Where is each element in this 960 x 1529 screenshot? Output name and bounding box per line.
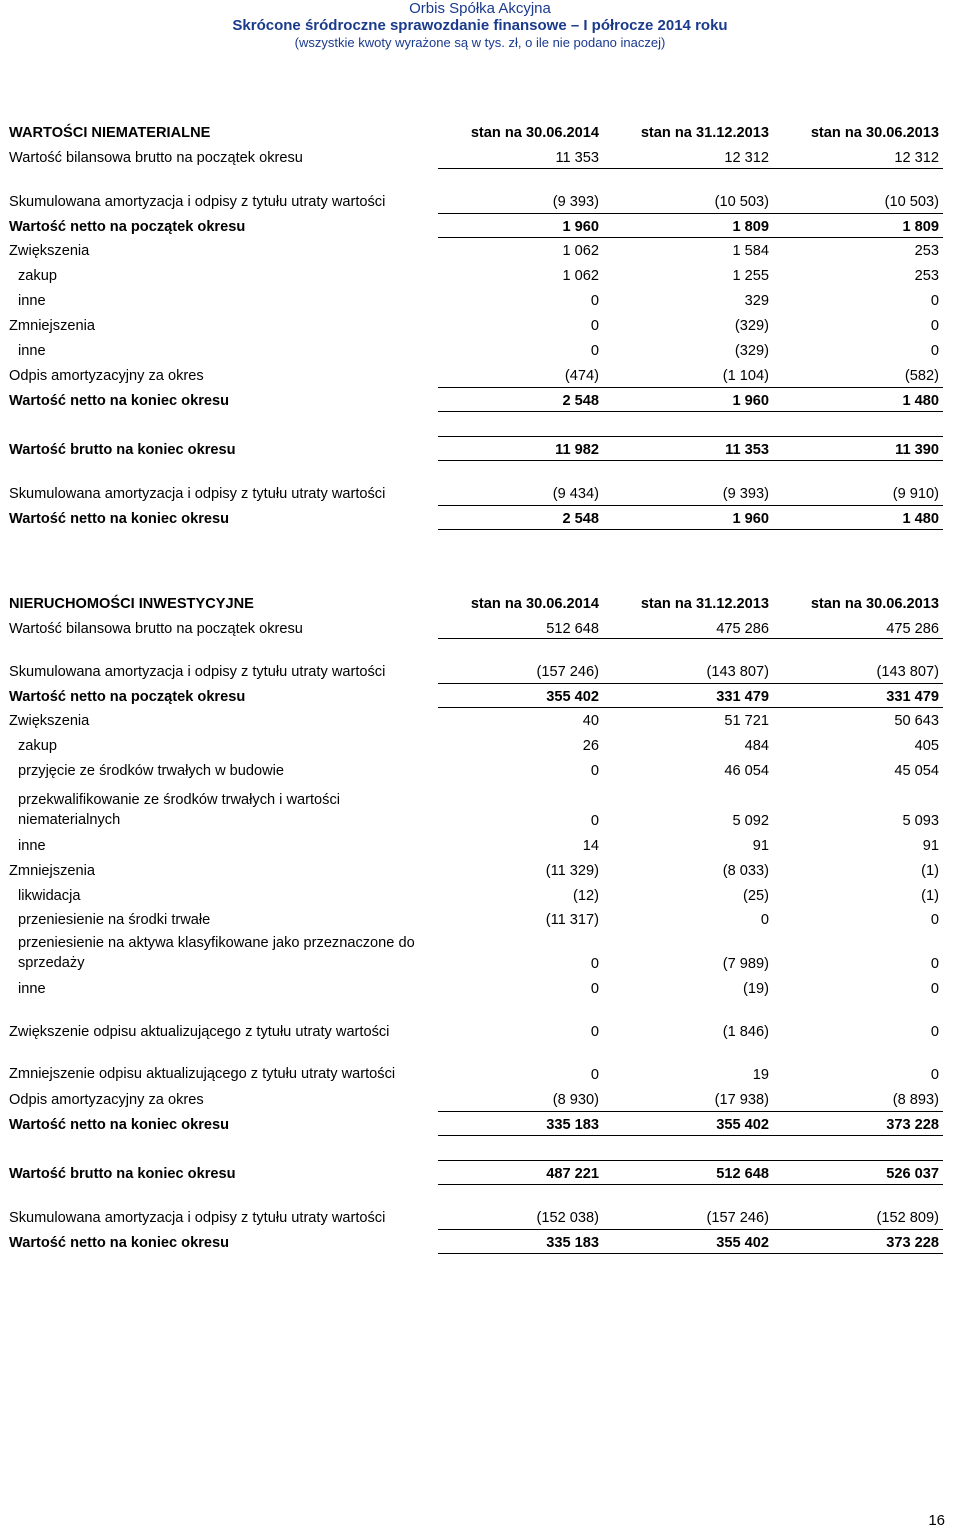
- row-label: inne: [18, 981, 46, 997]
- value-cell: 0: [590, 1067, 599, 1083]
- row-label: Wartość bilansowa brutto na początek okresu: [9, 621, 303, 637]
- table-row: [0, 290, 960, 310]
- row-label: Skumulowana amortyzacja i odpisy z tytułu utraty wartości: [9, 486, 386, 502]
- rule-line: [438, 1253, 943, 1254]
- rule-line: [438, 387, 943, 388]
- table-row: [0, 1089, 960, 1109]
- value-cell: 0: [930, 1024, 939, 1040]
- value-cell: 46 054: [724, 763, 769, 779]
- rule-line: [438, 237, 943, 238]
- rule-line: [438, 505, 943, 506]
- row-label: Wartość netto na koniec okresu: [9, 1117, 230, 1133]
- table-row: [0, 216, 960, 236]
- row-label: Wartość brutto na koniec okresu: [9, 442, 236, 458]
- value-cell: 19: [752, 1067, 769, 1083]
- table-row: [0, 909, 960, 929]
- value-cell: 355 402: [716, 1117, 769, 1133]
- rule-line: [438, 683, 943, 684]
- value-cell: (19): [743, 981, 769, 997]
- value-cell: (143 807): [876, 664, 939, 680]
- value-cell: 405: [914, 738, 939, 754]
- value-cell: (7 989): [722, 956, 769, 972]
- row-label: Wartość netto na koniec okresu: [9, 1235, 230, 1251]
- table-row: [0, 860, 960, 880]
- column-header: stan na 30.06.2014: [470, 596, 599, 612]
- value-cell: 0: [930, 343, 939, 359]
- row-label: przeniesienie na aktywa klasyfikowane jako przeznaczone do sprzedaży: [18, 935, 415, 971]
- value-cell: 0: [760, 912, 769, 928]
- table-row: [0, 315, 960, 335]
- value-cell: 1 809: [902, 219, 939, 235]
- value-cell: 1 960: [562, 219, 599, 235]
- rule-line: [438, 1184, 943, 1185]
- value-cell: 26: [582, 738, 599, 754]
- table-row: [0, 365, 960, 385]
- row-label: Zmniejszenia: [9, 318, 95, 334]
- table-row: [0, 710, 960, 730]
- table-row: [0, 978, 960, 998]
- value-cell: (143 807): [706, 664, 769, 680]
- table-row: [0, 265, 960, 285]
- value-cell: 0: [930, 956, 939, 972]
- row-label: przekwalifikowanie ze środków trwałych i wartości niematerialnych: [18, 792, 340, 828]
- value-cell: 51 721: [724, 713, 769, 729]
- value-cell: 0: [590, 343, 599, 359]
- value-cell: 487 221: [546, 1166, 599, 1182]
- value-cell: 11 390: [895, 442, 939, 458]
- value-cell: (8 930): [552, 1092, 599, 1108]
- value-cell: (9 393): [722, 486, 769, 502]
- table-row: [0, 933, 960, 973]
- value-cell: 2 548: [562, 393, 599, 409]
- value-cell: (157 246): [706, 1210, 769, 1226]
- value-cell: 484: [744, 738, 769, 754]
- row-label: Zwiększenie odpisu aktualizującego z tytułu utraty wartości: [9, 1024, 390, 1040]
- row-label: Zmniejszenie odpisu aktualizującego z tytułu utraty wartości: [9, 1066, 396, 1082]
- table-row: [0, 618, 960, 638]
- value-cell: (582): [904, 368, 939, 384]
- value-cell: 1 062: [562, 243, 599, 259]
- table-row: [0, 1232, 960, 1252]
- value-cell: (152 038): [536, 1210, 599, 1226]
- table-row: [0, 1207, 960, 1227]
- value-cell: 526 037: [886, 1166, 939, 1182]
- value-cell: (9 393): [552, 194, 599, 210]
- table-row: [0, 686, 960, 706]
- row-label: inne: [18, 293, 46, 309]
- value-cell: 253: [914, 268, 939, 284]
- table-row: [0, 790, 960, 830]
- rule-line: [438, 411, 943, 412]
- value-cell: 5 092: [732, 813, 769, 829]
- row-label: Zmniejszenia: [9, 863, 95, 879]
- value-cell: (152 809): [876, 1210, 939, 1226]
- table-row: [0, 1044, 960, 1084]
- value-cell: 14: [582, 838, 599, 854]
- table-row: [0, 835, 960, 855]
- value-cell: 0: [590, 1024, 599, 1040]
- value-cell: (11 317): [545, 912, 599, 928]
- value-cell: 0: [590, 318, 599, 334]
- row-label: inne: [18, 838, 46, 854]
- row-label: Skumulowana amortyzacja i odpisy z tytułu utraty wartości: [9, 194, 386, 210]
- table-row: [0, 390, 960, 410]
- investment-header-row: [0, 593, 960, 613]
- value-cell: (329): [734, 343, 769, 359]
- value-cell: 91: [752, 838, 769, 854]
- table-row: [0, 191, 960, 211]
- value-cell: 1 480: [902, 393, 939, 409]
- value-cell: 1 584: [732, 243, 769, 259]
- row-label: Odpis amortyzacyjny za okres: [9, 368, 204, 384]
- value-cell: (1 104): [722, 368, 769, 384]
- value-cell: 512 648: [546, 621, 599, 637]
- company-name: Orbis Spółka Akcyjna: [409, 0, 551, 17]
- value-cell: (25): [743, 888, 769, 904]
- value-cell: 0: [930, 912, 939, 928]
- value-cell: 1 960: [732, 393, 769, 409]
- rule-line: [438, 1229, 943, 1230]
- table-row: [0, 760, 960, 780]
- value-cell: 475 286: [716, 621, 769, 637]
- value-cell: (1): [921, 888, 939, 904]
- page-number: 16: [928, 1512, 945, 1529]
- row-label: Skumulowana amortyzacja i odpisy z tytułu utraty wartości: [9, 664, 386, 680]
- table-row: [0, 508, 960, 528]
- table-row: [0, 1021, 960, 1041]
- value-cell: 0: [930, 318, 939, 334]
- value-cell: 373 228: [886, 1235, 939, 1251]
- rule-line: [438, 436, 943, 437]
- rule-line: [438, 1111, 943, 1112]
- table-row: [0, 147, 960, 167]
- rule-line: [438, 213, 943, 214]
- rule-line: [438, 638, 943, 639]
- value-cell: 11 982: [555, 442, 599, 458]
- value-cell: 2 548: [562, 511, 599, 527]
- value-cell: 355 402: [546, 689, 599, 705]
- column-header: stan na 31.12.2013: [640, 596, 769, 612]
- value-cell: 12 312: [894, 150, 939, 166]
- value-cell: 512 648: [716, 1166, 769, 1182]
- value-cell: (1 846): [722, 1024, 769, 1040]
- row-label: Wartość netto na początek okresu: [9, 689, 246, 705]
- value-cell: 0: [590, 293, 599, 309]
- row-label: zakup: [18, 268, 57, 284]
- row-label: inne: [18, 343, 46, 359]
- value-cell: 5 093: [902, 813, 939, 829]
- value-cell: 1 960: [732, 511, 769, 527]
- value-cell: 475 286: [886, 621, 939, 637]
- table-row: [0, 340, 960, 360]
- table-row: [0, 1163, 960, 1183]
- value-cell: 355 402: [716, 1235, 769, 1251]
- row-label: likwidacja: [18, 888, 81, 904]
- row-label: przeniesienie na środki trwałe: [18, 912, 211, 928]
- value-cell: (11 329): [545, 863, 599, 879]
- intangibles-title: WARTOŚCI NIEMATERIALNE: [9, 125, 211, 141]
- row-label: Zwiększenia: [9, 243, 90, 259]
- value-cell: 1 480: [902, 511, 939, 527]
- value-cell: (8 893): [892, 1092, 939, 1108]
- rule-line: [438, 460, 943, 461]
- table-row: [0, 1114, 960, 1134]
- value-cell: 335 183: [546, 1235, 599, 1251]
- table-row: [0, 885, 960, 905]
- row-label: Zwiększenia: [9, 713, 90, 729]
- value-cell: (10 503): [884, 194, 939, 210]
- value-cell: (12): [573, 888, 599, 904]
- value-cell: 1 255: [732, 268, 769, 284]
- row-label: Skumulowana amortyzacja i odpisy z tytułu utraty wartości: [9, 1210, 386, 1226]
- value-cell: 12 312: [724, 150, 769, 166]
- value-cell: (157 246): [536, 664, 599, 680]
- rule-line: [438, 529, 943, 530]
- row-label: Wartość netto na koniec okresu: [9, 393, 230, 409]
- value-cell: 253: [914, 243, 939, 259]
- value-cell: 1 062: [562, 268, 599, 284]
- value-cell: 91: [922, 838, 939, 854]
- row-label: Wartość netto na początek okresu: [9, 219, 246, 235]
- investment-title: NIERUCHOMOŚCI INWESTYCYJNE: [9, 596, 254, 612]
- table-row: [0, 661, 960, 681]
- value-cell: 373 228: [886, 1117, 939, 1133]
- column-header: stan na 31.12.2013: [640, 125, 769, 141]
- value-cell: 0: [590, 981, 599, 997]
- value-cell: 45 054: [894, 763, 939, 779]
- row-label: Wartość brutto na koniec okresu: [9, 1166, 236, 1182]
- row-label: przyjęcie ze środków trwałych w budowie: [18, 763, 285, 779]
- value-cell: 331 479: [886, 689, 939, 705]
- intangibles-header-row: [0, 122, 960, 142]
- value-cell: 0: [930, 981, 939, 997]
- value-cell: 0: [930, 1067, 939, 1083]
- value-cell: 329: [744, 293, 769, 309]
- value-cell: 40: [582, 713, 599, 729]
- row-label: Odpis amortyzacyjny za okres: [9, 1092, 204, 1108]
- value-cell: 11 353: [555, 150, 599, 166]
- value-cell: (9 434): [552, 486, 599, 502]
- value-cell: 0: [590, 763, 599, 779]
- table-row: [0, 439, 960, 459]
- value-cell: 11 353: [725, 442, 769, 458]
- table-row: [0, 240, 960, 260]
- report-title: Skrócone śródroczne sprawozdanie finansowe – I półrocze 2014 roku: [232, 17, 728, 34]
- value-cell: 0: [930, 293, 939, 309]
- value-cell: 1 809: [732, 219, 769, 235]
- value-cell: 0: [590, 813, 599, 829]
- table-row: [0, 735, 960, 755]
- value-cell: 50 643: [894, 713, 939, 729]
- value-cell: (8 033): [722, 863, 769, 879]
- column-header: stan na 30.06.2013: [810, 596, 939, 612]
- rule-line: [438, 707, 943, 708]
- value-cell: (474): [564, 368, 599, 384]
- value-cell: (1): [921, 863, 939, 879]
- table-row: [0, 483, 960, 503]
- value-cell: (17 938): [714, 1092, 769, 1108]
- rule-line: [438, 168, 943, 169]
- column-header: stan na 30.06.2013: [810, 125, 939, 141]
- row-label: zakup: [18, 738, 57, 754]
- row-label: Wartość bilansowa brutto na początek okresu: [9, 150, 303, 166]
- value-cell: (10 503): [714, 194, 769, 210]
- value-cell: (329): [734, 318, 769, 334]
- value-cell: (9 910): [892, 486, 939, 502]
- value-cell: 331 479: [716, 689, 769, 705]
- value-cell: 335 183: [546, 1117, 599, 1133]
- rule-line: [438, 1135, 943, 1136]
- amounts-note: (wszystkie kwoty wyrażone są w tys. zł, o ile nie podano inaczej): [294, 35, 666, 50]
- rule-line: [438, 1160, 943, 1161]
- row-label: Wartość netto na koniec okresu: [9, 511, 230, 527]
- column-header: stan na 30.06.2014: [470, 125, 599, 141]
- value-cell: 0: [590, 956, 599, 972]
